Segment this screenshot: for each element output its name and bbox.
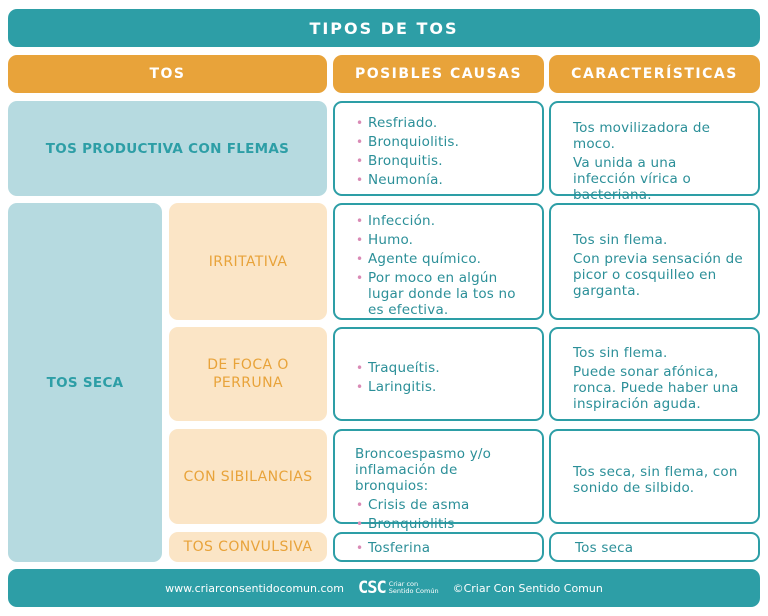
productiva-caracteristicas-cell bbox=[549, 101, 760, 203]
causas-intro-text: Broncoespasmo y/o inflamación de bronquios: bbox=[355, 446, 492, 494]
irritativa-causas-list bbox=[355, 213, 532, 318]
de-foca-causas-cell bbox=[333, 327, 544, 421]
productiva-causas-cell bbox=[333, 101, 544, 196]
csc-logo bbox=[358, 578, 439, 598]
tos-productiva-label: TOS PRODUCTIVA CON FLEMAS bbox=[8, 101, 327, 196]
con-sibilancias-caracteristicas-cell bbox=[549, 429, 760, 524]
list-item: • Agente químico. bbox=[355, 251, 532, 267]
caracteristica-text: Tos movilizadora de moco. bbox=[573, 120, 711, 152]
list-item: • Bronquiolitis bbox=[355, 516, 532, 532]
list-item: • Laringitis. bbox=[355, 379, 532, 395]
list-item: • Bronquiolitis. bbox=[355, 134, 532, 150]
header-tos: TOS bbox=[8, 55, 327, 93]
con-sibilancias-causas-cell bbox=[333, 429, 544, 532]
page-title: TIPOS DE TOS bbox=[8, 9, 760, 47]
caracteristica-text: Tos seca bbox=[575, 540, 634, 556]
footer-bar bbox=[8, 569, 760, 607]
productiva-causas-list bbox=[355, 115, 532, 188]
de-foca-o-perruna-label: DE FOCA O PERRUNA bbox=[169, 327, 327, 421]
irritativa-label: IRRITATIVA bbox=[169, 203, 327, 320]
list-item: • Bronquitis. bbox=[355, 153, 532, 169]
list-item: • Tosferina bbox=[355, 540, 532, 556]
header-posibles-causas: POSIBLES CAUSAS bbox=[333, 55, 544, 93]
list-item: • Neumonía. bbox=[355, 172, 532, 188]
caracteristica-text: Va unida a una infección vírica o bacteriana. bbox=[573, 155, 691, 203]
caracteristica-text: Tos seca, sin flema, con sonido de silbido. bbox=[573, 464, 738, 496]
list-item: • Crisis de asma bbox=[355, 497, 532, 513]
de-foca-causas-list bbox=[355, 360, 532, 395]
logo-subtitle bbox=[389, 581, 439, 595]
header-caracteristicas: CARACTERÍSTICAS bbox=[549, 55, 760, 93]
caracteristica-text: Con previa sensación de picor o cosquilleo en garganta. bbox=[573, 251, 743, 299]
logo-line-2: Sentido Común bbox=[388, 587, 439, 595]
list-item: • Infección. bbox=[355, 213, 532, 229]
irritativa-causas-cell bbox=[333, 203, 544, 320]
website-link[interactable]: www.criarconsentidocomun.com bbox=[165, 581, 344, 595]
con-sibilancias-label: CON SIBILANCIAS bbox=[169, 429, 327, 524]
list-item: • Humo. bbox=[355, 232, 532, 248]
tos-convulsiva-causas-cell bbox=[333, 532, 544, 562]
caracteristica-text: Puede sonar afónica, ronca. Puede haber una inspiración aguda. bbox=[573, 364, 739, 412]
tos-seca-label: TOS SECA bbox=[8, 203, 162, 562]
caracteristica-text: Tos sin flema. bbox=[573, 345, 668, 361]
tos-convulsiva-causas-list bbox=[355, 540, 532, 556]
caracteristica-text: Tos sin flema. bbox=[573, 232, 668, 248]
irritativa-caracteristicas-cell bbox=[549, 203, 760, 320]
copyright-text: ©Criar Con Sentido Comun bbox=[452, 581, 603, 595]
logo-mark: CSC bbox=[358, 578, 386, 598]
list-item: • Traqueítis. bbox=[355, 360, 532, 376]
list-item: • Resfriado. bbox=[355, 115, 532, 131]
list-item: • Por moco en algún lugar donde la tos no es efectiva. bbox=[355, 270, 532, 318]
logo-line-1: Criar con bbox=[388, 580, 419, 588]
de-foca-caracteristicas-cell bbox=[549, 327, 760, 421]
tos-convulsiva-label: TOS CONVULSIVA bbox=[169, 532, 327, 562]
con-sibilancias-causas-list bbox=[355, 497, 532, 532]
tos-convulsiva-caracteristicas-cell bbox=[549, 532, 760, 562]
